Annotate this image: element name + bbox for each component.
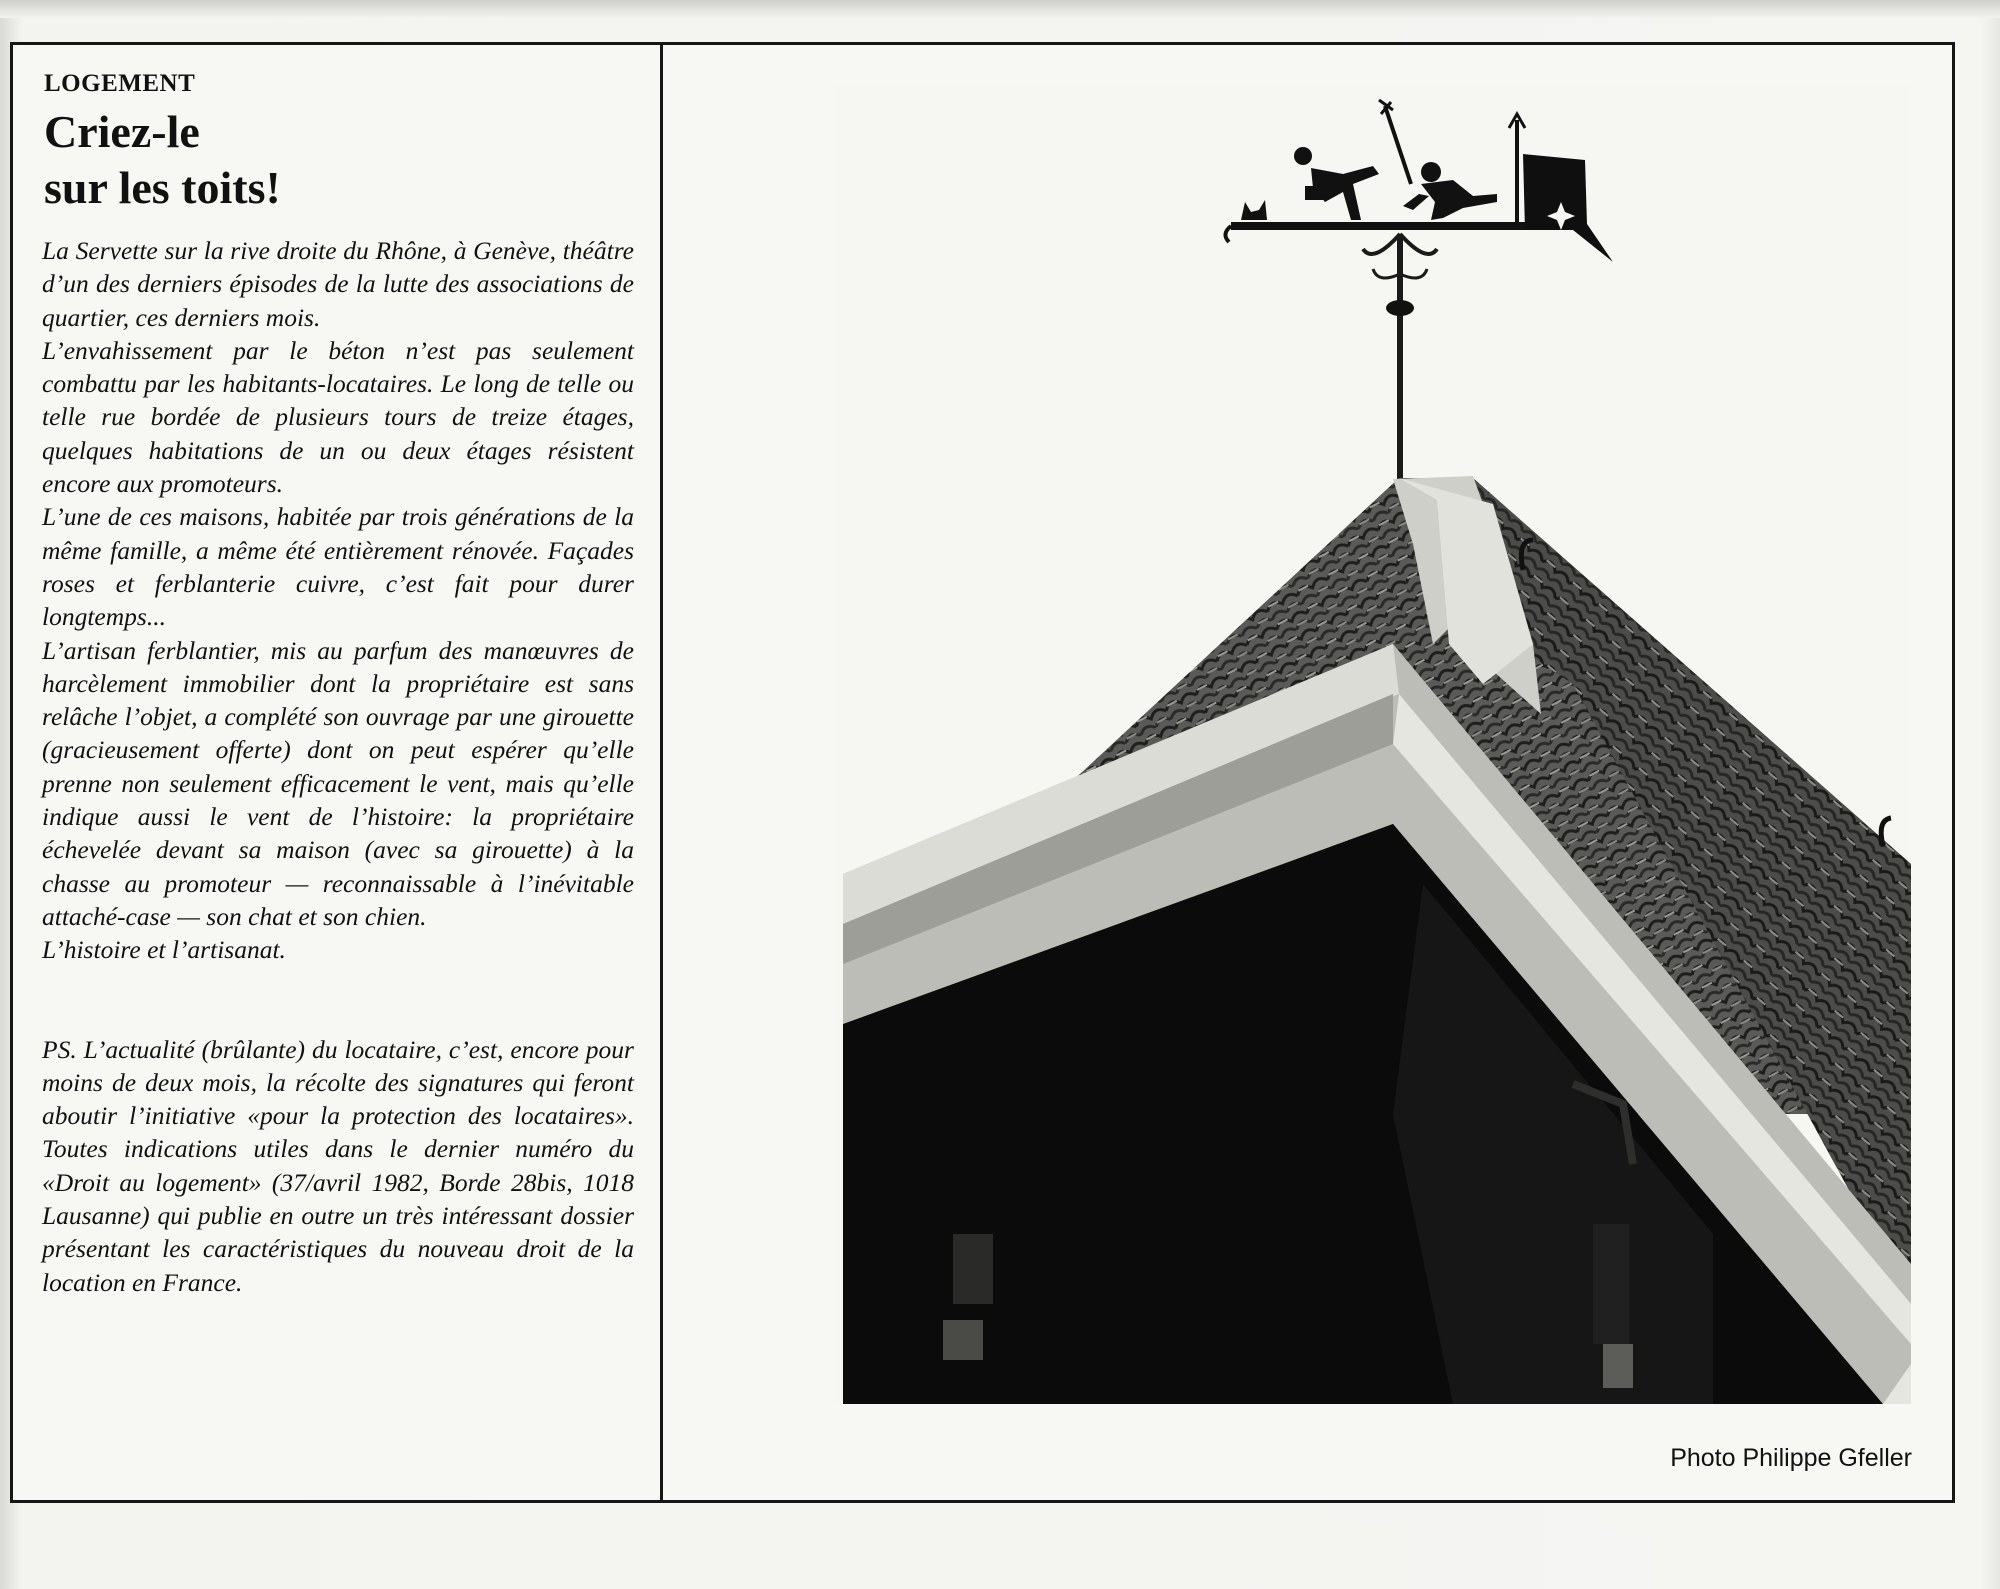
paragraph-1: La Servette sur la rive droite du Rhône, à Genève, théâtre d’un des derniers épisodes de la lutte des associations de quartier, ces derniers mois. <box>42 236 634 332</box>
postscript: PS. L’actualité (brûlante) du locataire, c’est, encore pour moins de deux mois, la récolte des signatures qui feront aboutir l’initiative «pour la protection des locataires». Toutes indications utiles dans le dernier numéro du «Droit au logement» (37/avril 1982, Borde 28bis, 1018 Lausanne) qui publie en outre un très intéressant dossier présentant les caractéristiques du nouveau droit de la location en France. <box>42 1034 634 1297</box>
headline-line-2: sur les toits! <box>44 162 281 213</box>
paragraph-2: L’envahissement par le béton n’est pas seulement combattu par les habitants-locataires. Le long de telle ou telle rue bordée de plusieurs tours de treize étages, quelques habitations de un ou deux étages résistent encore aux promoteurs. <box>42 335 634 499</box>
section-kicker: LOGEMENT <box>44 70 196 97</box>
weathervane-roof-photo <box>833 84 1911 1404</box>
paragraph-5: L’histoire et l’artisanat. <box>42 935 286 965</box>
paragraph-4: L’artisan ferblantier, mis au parfum des manœuvres de harcèlement immobilier dont la propriétaire est sans relâche l’objet, a complété son ouvrage par une girouette (gracieusement offerte) dont on peut espérer qu’elle prenne non seulement efficacement le vent, mais qu’elle indique aussi le vent de l’histoire: la propriétaire échevelée devant sa maison (avec sa girouette) à la chasse au promoteur — reconnaissable à l’inévitable attaché-case — son chat et son chien. <box>42 635 634 931</box>
photo-caption: Photo Philippe Gfeller <box>1670 1444 1912 1472</box>
article-body <box>42 234 634 1299</box>
column-divider <box>660 42 663 1503</box>
paragraph-3: L’une de ces maisons, habitée par trois générations de la même famille, a même été entièrement rénovée. Façades roses et ferblanterie cuivre, c’est fait pour durer longtemps... <box>42 502 634 632</box>
article-headline <box>44 104 634 216</box>
previous-page-edge <box>0 0 2000 18</box>
headline-line-1: Criez-le <box>44 106 200 157</box>
text-column <box>38 70 634 1490</box>
